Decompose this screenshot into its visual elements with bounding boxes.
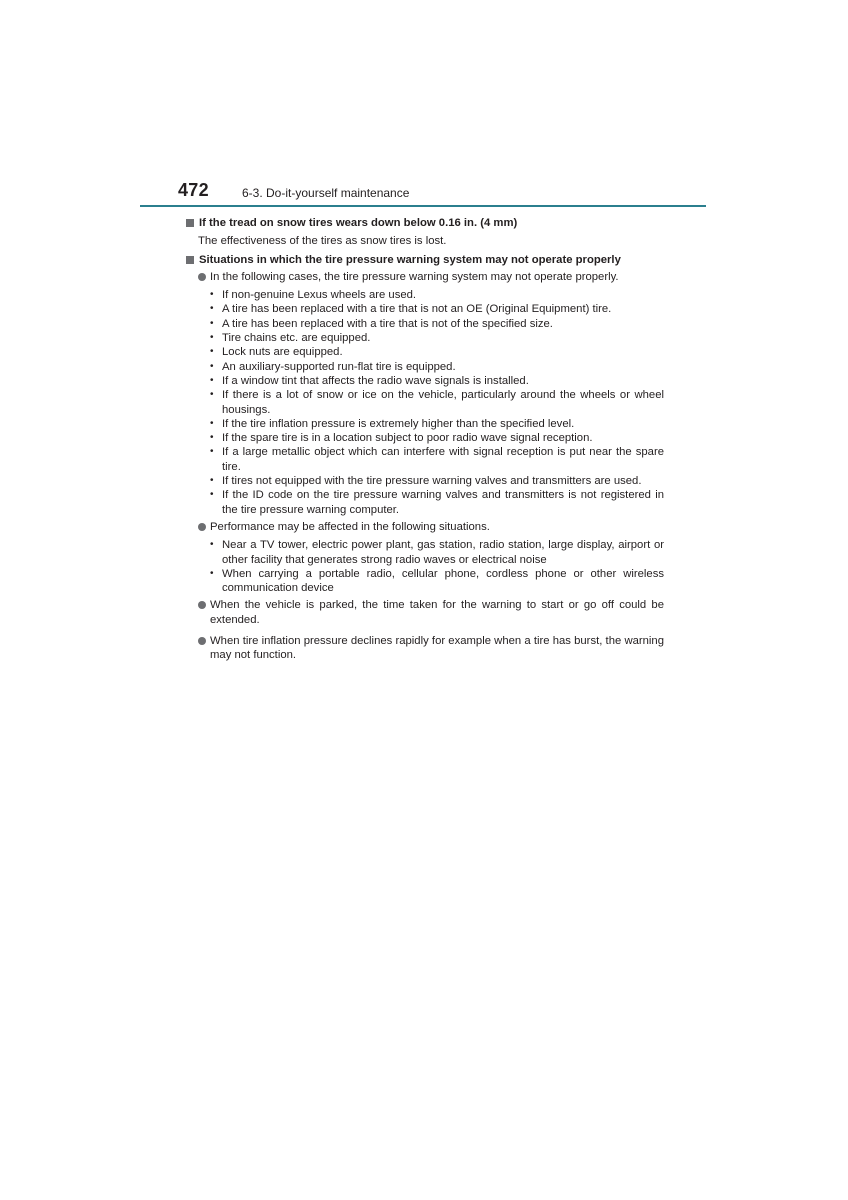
header-rule bbox=[140, 205, 706, 207]
list-item-text: When the vehicle is parked, the time taken for the warning to start or go off could be extended. bbox=[210, 599, 664, 626]
sub-list-item-text: An auxiliary-supported run-flat tire is equipped. bbox=[222, 360, 456, 373]
dot-bullet-icon: • bbox=[210, 446, 214, 458]
sub-list-item-text: Lock nuts are equipped. bbox=[222, 346, 343, 359]
list-item-text: In the following cases, the tire pressure warning system may not operate properly. bbox=[210, 270, 619, 283]
section-title: 6-3. Do-it-yourself maintenance bbox=[242, 186, 410, 200]
list-item bbox=[198, 270, 664, 284]
sub-list-item bbox=[210, 331, 664, 345]
dot-bullet-icon: • bbox=[210, 539, 214, 551]
section-heading bbox=[184, 216, 664, 230]
circle-bullet-icon bbox=[198, 273, 206, 281]
sub-list-item-text: If the tire inflation pressure is extremely higher than the specified level. bbox=[222, 417, 575, 430]
sub-list-item-text: If tires not equipped with the tire pressure warning valves and transmitters are used. bbox=[222, 475, 642, 488]
page-content bbox=[184, 214, 664, 663]
sub-list-item bbox=[210, 345, 664, 359]
spacer bbox=[184, 627, 664, 631]
sub-list-item-text: If the ID code on the tire pressure warning valves and transmitters is not registered in the tire pressure warning computer. bbox=[222, 489, 664, 516]
dot-bullet-icon: • bbox=[210, 289, 214, 301]
sub-list-item-text: If non-genuine Lexus wheels are used. bbox=[222, 289, 417, 302]
sub-list-item bbox=[210, 474, 664, 488]
section-heading bbox=[184, 253, 664, 267]
dot-bullet-icon: • bbox=[210, 360, 214, 372]
dot-bullet-icon: • bbox=[210, 475, 214, 487]
dot-bullet-icon: • bbox=[210, 317, 214, 329]
sub-list-item-text: Tire chains etc. are equipped. bbox=[222, 332, 371, 345]
sub-list-item-text: When carrying a portable radio, cellular phone, cordless phone or other wireless communication device bbox=[222, 567, 664, 595]
sub-list-item bbox=[210, 317, 664, 331]
sub-list-item-text: A tire has been replaced with a tire that is not of the specified size. bbox=[222, 317, 553, 330]
list-item bbox=[198, 634, 664, 663]
list-item-text: When tire inflation pressure declines rapidly for example when a tire has burst, the warning may not function. bbox=[210, 635, 664, 662]
circle-bullet-icon bbox=[198, 601, 206, 609]
heading-text: Situations in which the tire pressure warning system may not operate properly bbox=[199, 253, 621, 266]
sub-list-item bbox=[210, 567, 664, 596]
sub-list-item-text: If the spare tire is in a location subject to poor radio wave signal reception. bbox=[222, 432, 593, 445]
square-bullet-icon bbox=[186, 219, 194, 227]
sub-list-item-text: A tire has been replaced with a tire that is not an OE (Original Equipment) tire. bbox=[222, 303, 612, 316]
dot-bullet-icon: • bbox=[210, 303, 214, 315]
page-number: 472 bbox=[178, 180, 209, 200]
circle-bullet-icon bbox=[198, 637, 206, 645]
sub-list-item-text: If a large metallic object which can interfere with signal reception is put near the spare tire. bbox=[222, 446, 664, 473]
sub-list-item bbox=[210, 302, 664, 316]
dot-bullet-icon: • bbox=[210, 417, 214, 429]
dot-bullet-icon: • bbox=[210, 432, 214, 444]
sub-list-item bbox=[210, 445, 664, 474]
dot-bullet-icon: • bbox=[210, 389, 214, 401]
dot-bullet-icon: • bbox=[210, 332, 214, 344]
sub-list-item-text: If there is a lot of snow or ice on the vehicle, particularly around the wheels or wheel housings. bbox=[222, 389, 664, 416]
circle-bullet-icon bbox=[198, 523, 206, 531]
section-paragraph: The effectiveness of the tires as snow tires is lost. bbox=[198, 235, 447, 248]
list-item bbox=[198, 598, 664, 627]
sub-list-item bbox=[210, 374, 664, 388]
sub-list-item-text: Near a TV tower, electric power plant, gas station, radio station, large display, airport or other facility that generates strong radio waves or electrical noise bbox=[222, 539, 664, 566]
sub-list-item bbox=[210, 538, 664, 567]
sub-list-item bbox=[210, 488, 664, 517]
sub-list-item-text: If a window tint that affects the radio wave signals is installed. bbox=[222, 374, 529, 387]
sub-list-item bbox=[210, 388, 664, 417]
dot-bullet-icon: • bbox=[210, 374, 214, 386]
heading-text: If the tread on snow tires wears down below 0.16 in. (4 mm) bbox=[199, 217, 518, 229]
dot-bullet-icon: • bbox=[210, 567, 214, 579]
dot-bullet-icon: • bbox=[210, 346, 214, 358]
list-item bbox=[198, 520, 664, 534]
square-bullet-icon bbox=[186, 256, 194, 264]
list-item-text: Performance may be affected in the following situations. bbox=[210, 520, 490, 533]
sub-list bbox=[210, 538, 664, 595]
sub-list-item bbox=[210, 360, 664, 374]
sub-list-item bbox=[210, 288, 664, 302]
sub-list-item bbox=[210, 417, 664, 431]
dot-bullet-icon: • bbox=[210, 489, 214, 501]
sub-list bbox=[210, 288, 664, 517]
sub-list-item bbox=[210, 431, 664, 445]
